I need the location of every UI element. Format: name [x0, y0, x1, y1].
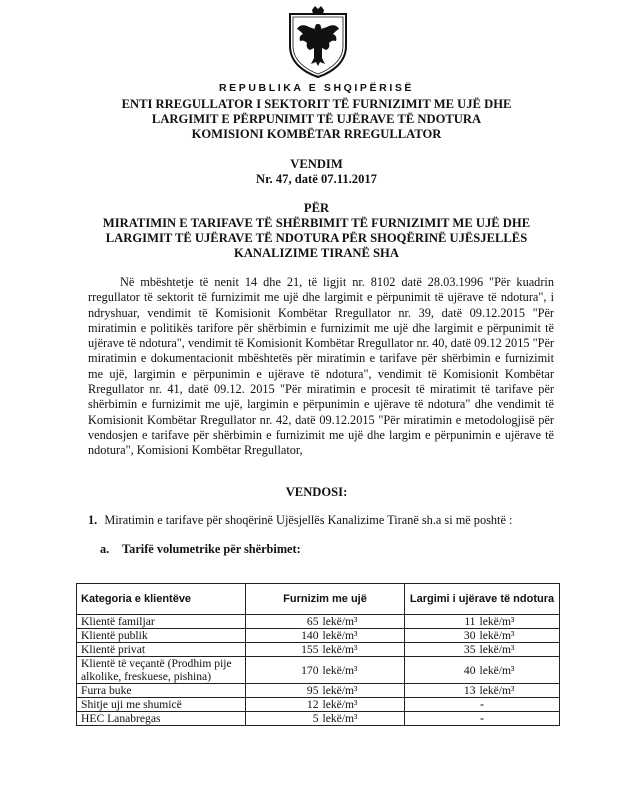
- subsection-a: [100, 542, 301, 557]
- cell-water: [246, 657, 405, 684]
- cell-water-value: 5: [312, 712, 319, 725]
- cell-waste: [405, 684, 560, 698]
- cell-category: Klientë publik: [77, 629, 246, 643]
- item-number: 1.: [88, 513, 98, 527]
- cell-water-unit: lekë/m³: [322, 643, 358, 656]
- cell-water-value: 140: [301, 629, 319, 642]
- table-row: [77, 684, 560, 698]
- cell-water-value: 95: [306, 684, 319, 697]
- cell-water-value: 65: [306, 615, 319, 628]
- purpose-line-2: MIRATIMIN E TARIFAVE TË SHËRBIMIT TË FURNIZIMIT ME UJË DHE: [102, 216, 531, 230]
- item-text: Miratimin e tarifave për shoqërinë Ujësjellës Kanalizime Tiranë sh.a si më poshtë :: [104, 513, 513, 527]
- cell-waste: [405, 712, 560, 726]
- cell-water: [246, 684, 405, 698]
- cell-waste-value: 30: [463, 629, 476, 642]
- decision-item-1: [88, 513, 512, 528]
- table-row: [77, 698, 560, 712]
- cell-water-value: 155: [301, 643, 319, 656]
- header-waste: Largimi i ujërave të ndotura: [405, 584, 560, 615]
- cell-water-unit: lekë/m³: [322, 629, 358, 642]
- cell-waste-value: -: [480, 712, 484, 725]
- vendosi-heading: VENDOSI:: [285, 485, 348, 499]
- cell-waste-unit: lekë/m³: [479, 615, 515, 628]
- purpose-line-4: KANALIZIME TIRANË SHA: [234, 246, 399, 260]
- table-row: [77, 615, 560, 629]
- table-row: [77, 629, 560, 643]
- cell-water-unit: lekë/m³: [322, 698, 358, 711]
- cell-category: Klientë të veçantë (Prodhim pije alkolike, freskuese, pishina): [77, 657, 246, 684]
- tariff-table-body: [77, 615, 560, 726]
- cell-water: [246, 643, 405, 657]
- cell-category: Shitje uji me shumicë: [77, 698, 246, 712]
- header-category: Kategoria e klientëve: [77, 584, 246, 615]
- agency-line-2: LARGIMIT E PËRPUNIMIT TË UJËRAVE TË NDOTURA: [151, 112, 482, 126]
- cell-water-unit: lekë/m³: [322, 712, 358, 725]
- cell-waste-unit: lekë/m³: [479, 643, 515, 656]
- cell-waste-unit: lekë/m³: [479, 684, 515, 697]
- cell-waste-unit: lekë/m³: [479, 663, 515, 677]
- table-row: [77, 657, 560, 684]
- republic-heading: REPUBLIKA E SHQIPËRISË: [218, 82, 415, 94]
- purpose-line-1: PËR: [303, 201, 330, 215]
- cell-water: [246, 629, 405, 643]
- tariff-table: [76, 583, 560, 726]
- cell-waste: [405, 629, 560, 643]
- cell-category: Furra buke: [77, 684, 246, 698]
- albanian-coat-of-arms-icon: [285, 6, 351, 78]
- cell-water-value: 170: [301, 663, 319, 677]
- cell-water: [246, 615, 405, 629]
- cell-waste: [405, 643, 560, 657]
- cell-waste-value: 40: [463, 663, 476, 677]
- cell-waste-unit: lekë/m³: [479, 629, 515, 642]
- cell-waste-value: 35: [463, 643, 476, 656]
- subsection-title: Tarifë volumetrike për shërbimet:: [122, 542, 301, 556]
- cell-waste: [405, 698, 560, 712]
- table-row: [77, 712, 560, 726]
- cell-waste-value: 13: [463, 684, 476, 697]
- cell-waste-value: 11: [464, 615, 476, 628]
- header-water: Furnizim me ujë: [246, 584, 405, 615]
- agency-line-1: ENTI RREGULLATOR I SEKTORIT TË FURNIZIMIT ME UJË DHE: [121, 97, 512, 111]
- cell-category: Klientë familjar: [77, 615, 246, 629]
- purpose-line-3: LARGIMIT TË UJËRAVE TË NDOTURA PËR SHOQËRINË UJËSJELLËS: [105, 231, 528, 245]
- agency-line-3: KOMISIONI KOMBËTAR RREGULLATOR: [191, 127, 442, 141]
- cell-waste: [405, 615, 560, 629]
- subsection-label: a.: [100, 542, 110, 556]
- intro-paragraph: Në mbështetje të nenit 14 dhe 21, të ligjit nr. 8102 datë 28.03.1996 "Për kuadrin rregullator të sektorit të furnizimit me ujë dhe largimit e përpunimit të ujërave të ndotura", i ndryshuar, vendimit të Komisionit Kombëtar Rregullator nr. 39, datë 09.12.2015 "Për miratimin e politikës tarifore për shërbimin e furnizimit me ujë dhe largimit e përpunimit të ujërave të ndotura", vendimit të Komisionit Kombëtar Rregullator nr. 40, datë 09.12 2015 "Për miratimin e dokumentacionit mbështetës për miratimin e tarifave për shërbimin e furnizimit me ujë, largimin e përpunimin e ujërave të ndotura", vendimit të Komisionit Kombëtar Rregullator nr. 41, datë 09.12. 2015 "Për miratimin e procesit të miratimit të tarifave për shërbimin e furnizimit me ujë, largimin e përpunimin e ujërave të ndotura" dhe vendimit të Komisionit Kombëtar Rregullator nr. 42, datë 09.12.2015 "Për miratimin e metodologjisë për vendosjen e tarifave për shërbimin e furnizimit me ujë dhe largim e përpunimin e ujërave të ndotura", Komisioni Kombëtar Rregullator,: [88, 275, 554, 458]
- cell-water-unit: lekë/m³: [322, 615, 358, 628]
- table-row: [77, 643, 560, 657]
- decision-title: VENDIM: [290, 157, 343, 171]
- cell-water-unit: lekë/m³: [322, 684, 358, 697]
- table-header-row: [77, 584, 560, 615]
- cell-category: HEC Lanabregas: [77, 712, 246, 726]
- cell-waste: [405, 657, 560, 684]
- cell-water: [246, 698, 405, 712]
- cell-category: Klientë privat: [77, 643, 246, 657]
- cell-water-value: 12: [306, 698, 319, 711]
- cell-water: [246, 712, 405, 726]
- decision-number: Nr. 47, datë 07.11.2017: [256, 172, 377, 186]
- cell-water-unit: lekë/m³: [322, 663, 358, 677]
- cell-waste-value: -: [480, 698, 484, 711]
